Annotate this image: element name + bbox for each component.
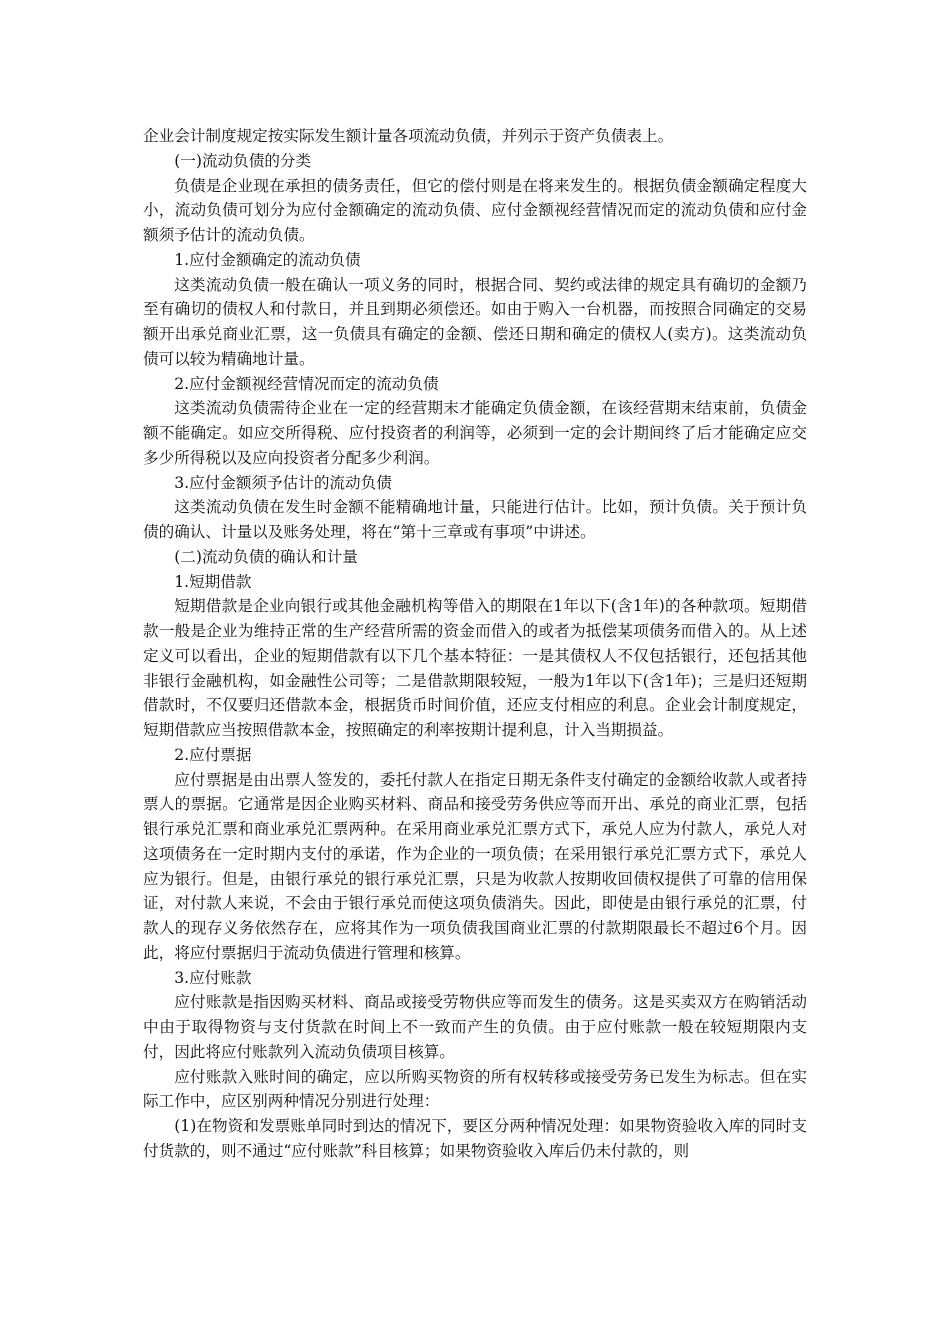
section-heading-recognition: (二)流动负债的确认和计量 xyxy=(174,547,358,566)
paragraph: 负债是企业现在承担的债务责任，但它的偿付则是在将来发生的。根据负债金额确定程度大小，流动负债可划分为应付金额确定的流动负债、应付金额视经营情况而定的流动负债和应付金额须予估计的流动负债。 xyxy=(143,176,807,244)
paragraph: 应付票据是由出票人签发的，委托付款人在指定日期无条件支付确定的金额给收款人或者持票人的票据。它通常是因企业购买材料、商品和接受劳务供应等而开出、承兑的商业汇票，包括银行承兑汇票和商业承兑汇票两种。在采用商业承兑汇票方式下，承兑人应为付款人，承兑人对这项债务在一定时期内支付的承诺，作为企业的一项负债；在采用银行承兑汇票方式下，承兑人应为银行。但是，由银行承兑的银行承兑汇票，只是为收款人按期收回债权提供了可靠的信用保证，对付款人来说，不会由于银行承兑而使这项负债消失。因此，即使是由银行承兑的汇票，付款人的现存义务依然存在，应将其作为一项负债我国商业汇票的付款期限最长不超过6个月。因此，将应付票据归于流动负债进行管理和核算。 xyxy=(143,770,807,962)
paragraph: 应付账款是指因购买材料、商品或接受劳物供应等而发生的债务。这是买卖双方在购销活动中由于取得物资与支付货款在时间上不一致而产生的负债。由于应付账款一般在较短期限内支付，因此将应付账款列入流动负债项目核算。 xyxy=(143,993,807,1061)
section-heading-classification: (一)流动负债的分类 xyxy=(174,151,312,170)
paragraph: (1)在物资和发票账单同时到达的情况下，要区分两种情况处理：如果物资验收入库的同时支付货款的，则不通过“应付账款”科目核算；如果物资验收入库后仍未付款的，则 xyxy=(143,1117,807,1160)
paragraph: 这类流动负债一般在确认一项义务的同时，根据合同、契约或法律的规定具有确切的金额乃至有确切的债权人和付款日，并且到期必须偿还。如由于购入一台机器，而按照合同确定的交易额开出承兑商业汇票，这一负债具有确定的金额、偿还日期和确定的债权人(卖方)。这类流动负债可以较为精确地计量。 xyxy=(143,275,807,368)
paragraph: 短期借款是企业向银行或其他金融机构等借入的期限在1年以下(含1年)的各种款项。短期借款一般是企业为维持正常的生产经营所需的资金而借入的或者为抵偿某项债务而借入的。从上述定义可以看出，企业的短期借款有以下几个基本特征：一是其债权人不仅包括银行，还包括其他非银行金融机构，如金融性公司等；二是借款期限较短，一般为1年以下(含1年)；三是归还短期借款时，不仅要归还借款本金，根据货币时间价值，还应支付相应的利息。企业会计制度规定，短期借款应当按照借款本金，按照确定的利率按期计提利息，计入当期损益。 xyxy=(143,597,807,739)
subheading-notes-payable: 2.应付票据 xyxy=(174,745,252,764)
subheading-operating-dependent: 2.应付金额视经营情况而定的流动负债 xyxy=(174,374,439,393)
paragraph: 这类流动负债需待企业在一定的经营期末才能确定负债金额，在该经营期末结束前，负债金额不能确定。如应交所得税、应付投资者的利润等，必须到一定的会计期间终了后才能确定应交多少所得税以及应向投资者分配多少利润。 xyxy=(143,399,807,467)
subheading-accounts-payable: 3.应付账款 xyxy=(174,968,252,987)
subheading-estimated: 3.应付金额须予估计的流动负债 xyxy=(174,473,392,492)
paragraph: 这类流动负债在发生时金额不能精确地计量，只能进行估计。比如，预计负债。关于预计负债的确认、计量以及账务处理，将在“第十三章或有事项”中讲述。 xyxy=(143,498,807,541)
paragraph: 应付账款入账时间的确定，应以所购买物资的所有权转移或接受劳务已发生为标志。但在实际工作中，应区别两种情况分别进行处理： xyxy=(143,1067,807,1111)
subheading-fixed-amount: 1.应付金额确定的流动负债 xyxy=(174,250,361,269)
subheading-short-term-loans: 1.短期借款 xyxy=(174,572,252,591)
paragraph-continued: 企业会计制度规定按实际发生额计量各项流动负债，并列示于资产负债表上。 xyxy=(143,127,674,145)
document-body xyxy=(143,124,807,1164)
